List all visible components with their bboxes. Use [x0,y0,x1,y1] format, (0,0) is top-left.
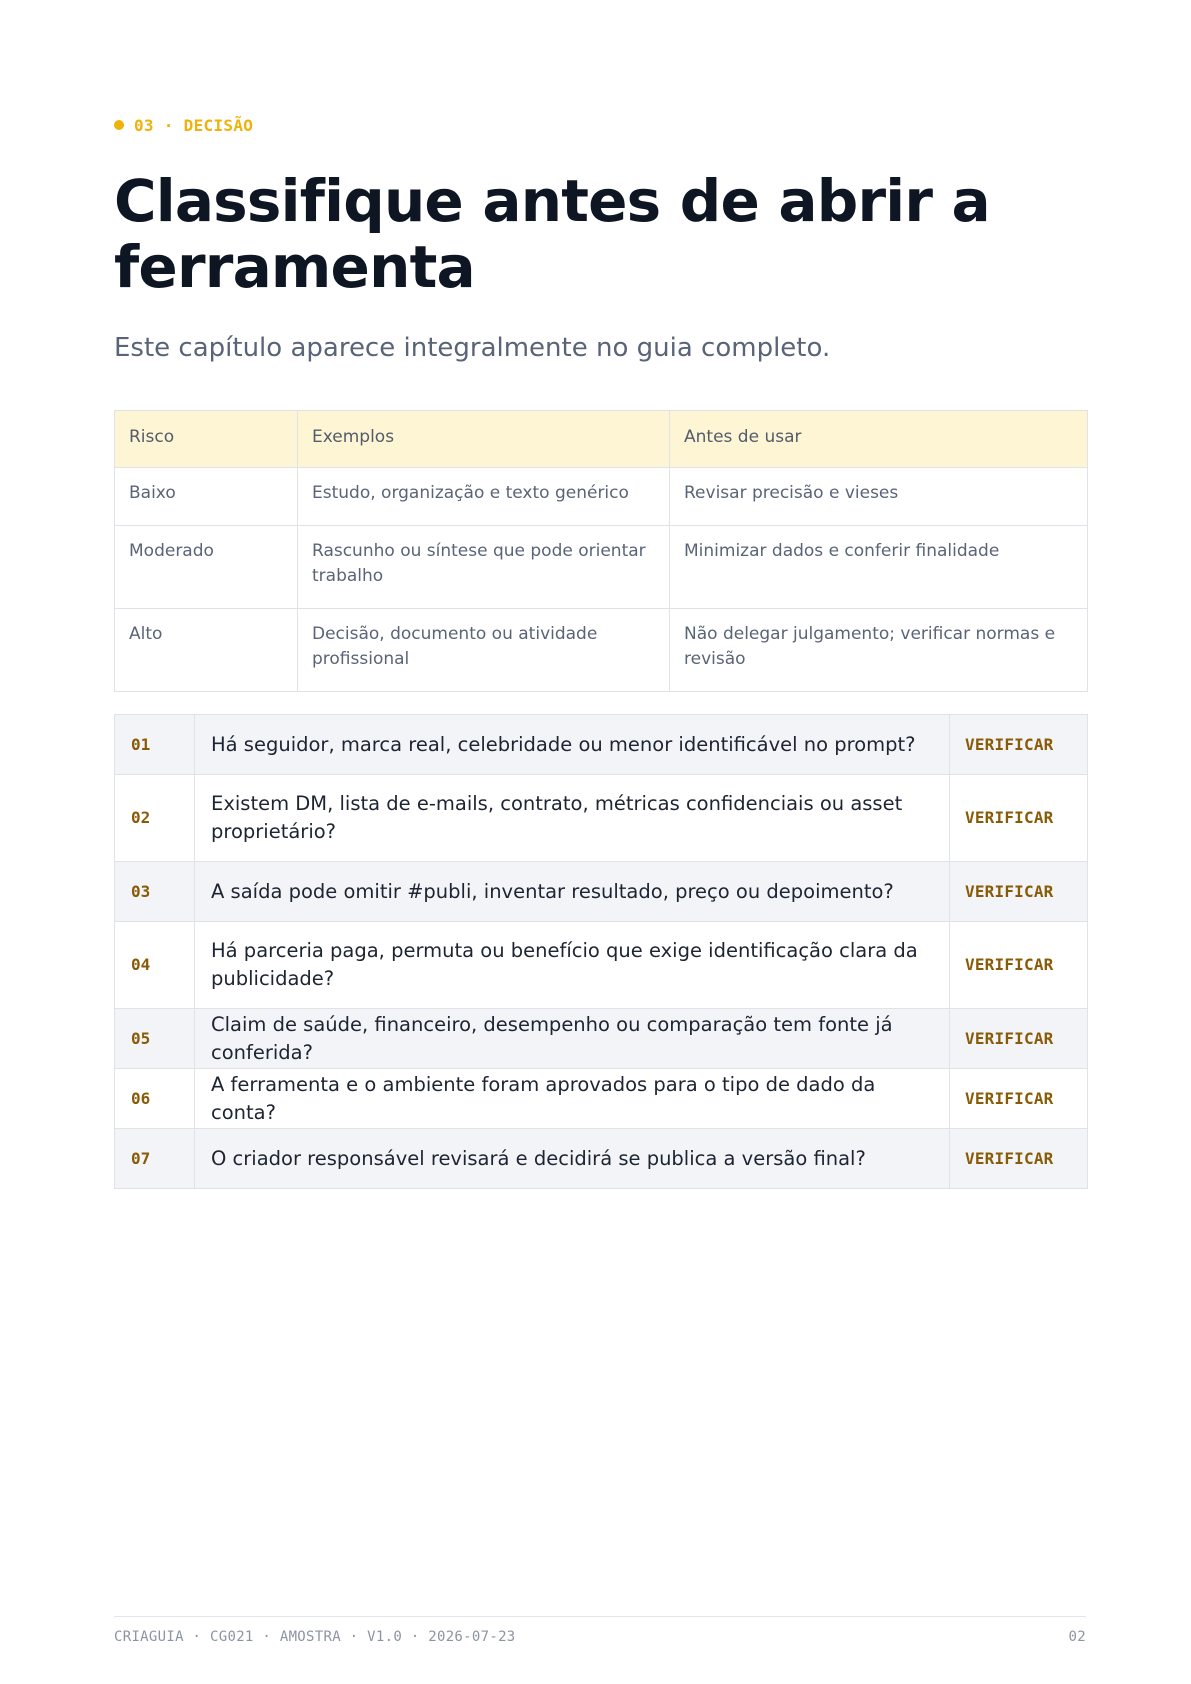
risk-level: Alto [115,609,298,692]
risk-action: Revisar precisão e vieses [670,468,1088,526]
checklist-row [115,1009,1088,1069]
risk-action: Não delegar julgamento; verificar normas e revisão [670,609,1088,692]
risk-examples: Decisão, documento ou atividade profissional [298,609,670,692]
checklist-row [115,1129,1088,1189]
item-number: 02 [115,775,195,862]
item-question: A saída pode omitir #publi, inventar resultado, preço ou depoimento? [195,862,950,922]
column-header-risco: Risco [115,411,298,468]
risk-table-header [115,411,1088,468]
item-number: 05 [115,1009,195,1069]
risk-examples: Rascunho ou síntese que pode orientar trabalho [298,526,670,609]
checklist-row [115,775,1088,862]
item-question: Há seguidor, marca real, celebridade ou menor identificável no prompt? [195,715,950,775]
column-header-antes-de-usar: Antes de usar [670,411,1088,468]
checklist-table [114,714,1088,1189]
status-badge: VERIFICAR [950,1129,1088,1189]
table-row [115,468,1088,526]
table-row [115,526,1088,609]
item-question: O criador responsável revisará e decidirá se publica a versão final? [195,1129,950,1189]
item-number: 01 [115,715,195,775]
risk-action: Minimizar dados e conferir finalidade [670,526,1088,609]
risk-level: Moderado [115,526,298,609]
bullet-dot-icon [114,120,124,130]
item-number: 07 [115,1129,195,1189]
page-subtitle: Este capítulo aparece integralmente no guia completo. [114,333,831,363]
footer-document-id: CRIAGUIA · CG021 · AMOSTRA · V1.0 · 2026-07-23 [114,1629,516,1645]
page-title: Classifique antes de abrir a ferramenta [114,167,990,301]
checklist-row [115,715,1088,775]
item-question: Há parceria paga, permuta ou benefício que exige identificação clara da publicidade? [195,922,950,1009]
status-badge: VERIFICAR [950,1009,1088,1069]
risk-table [114,410,1088,692]
checklist-row [115,922,1088,1009]
checklist-row [115,862,1088,922]
item-number: 03 [115,862,195,922]
status-badge: VERIFICAR [950,715,1088,775]
page-footer [114,1616,1086,1645]
section-eyebrow [114,115,253,135]
item-question: A ferramenta e o ambiente foram aprovados para o tipo de dado da conta? [195,1069,950,1129]
table-row [115,609,1088,692]
item-number: 06 [115,1069,195,1129]
status-badge: VERIFICAR [950,1069,1088,1129]
risk-level: Baixo [115,468,298,526]
status-badge: VERIFICAR [950,862,1088,922]
status-badge: VERIFICAR [950,922,1088,1009]
item-question: Claim de saúde, financeiro, desempenho ou comparação tem fonte já conferida? [195,1009,950,1069]
column-header-exemplos: Exemplos [298,411,670,468]
item-question: Existem DM, lista de e-mails, contrato, métricas confidenciais ou asset proprietário? [195,775,950,862]
section-label: 03 · DECISÃO [134,115,254,135]
item-number: 04 [115,922,195,1009]
checklist-row [115,1069,1088,1129]
risk-examples: Estudo, organização e texto genérico [298,468,670,526]
status-badge: VERIFICAR [950,775,1088,862]
page-number: 02 [1068,1629,1086,1645]
